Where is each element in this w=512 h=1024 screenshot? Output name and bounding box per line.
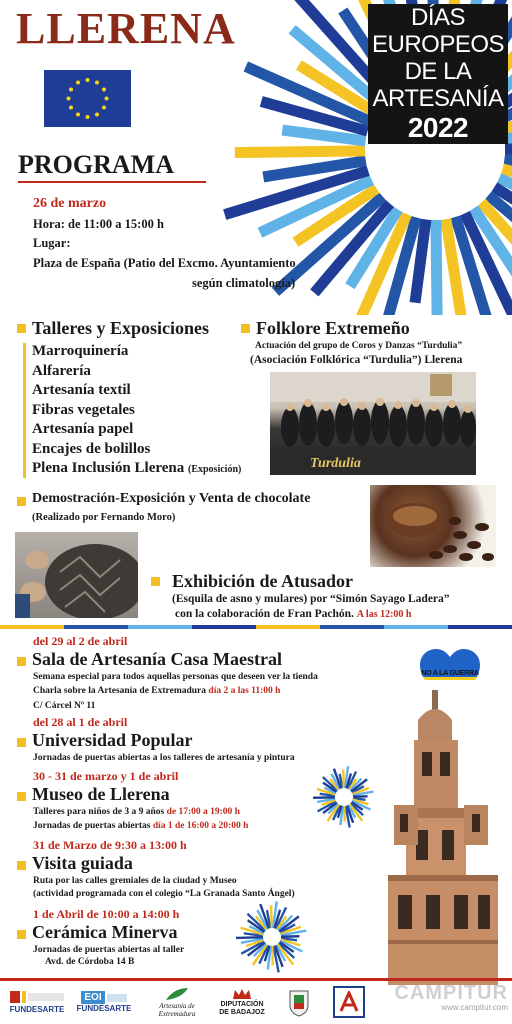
event-heading: Visita guiada [32,853,133,873]
sunburst-ray [313,797,335,798]
letter-a-icon [338,991,360,1013]
chocolate-photo [370,485,496,567]
opening-date: 26 de marzo [33,196,107,211]
bullet-icon [17,324,26,333]
event-line-1: Jornadas de puertas abiertas a los talleres de artesanía y pintura [33,753,295,763]
mini-sunburst-1 [308,766,380,828]
event-heading: Universidad Popular [32,730,193,750]
event-line-1: Jornadas de puertas abiertas al taller [33,945,185,955]
folklore-line-2: (Asociación Folklórica “Turdulia”) Llerena [250,354,463,366]
event-line-2-time: día 1 de 16:00 a 20:00 h [152,821,249,831]
logo-eoi [76,985,132,1019]
event-heading: Museo de Llerena [32,784,170,804]
event-year: 2022 [407,112,469,143]
event-title-line-3: DE LA [404,58,472,85]
sunburst-ray [235,151,365,153]
bullet-icon [241,324,250,333]
list-item: Alfarería [32,362,91,379]
logo-artesanos [330,985,368,1019]
church-tower [378,680,512,985]
watermark-brand: CAMPITUR [394,982,508,1004]
opening-hours: Hora: de 11:00 a 15:00 h [33,217,164,231]
bullet-icon [17,792,26,801]
sunburst-ray [236,937,263,938]
shield-icon [288,987,310,1017]
event-line-1-text: Talleres para niños de 3 a 9 años [33,807,165,817]
list-item-label: Plena Inclusión Llerena [32,460,185,476]
logo-fundesarte-gov [6,985,68,1019]
event-date: del 29 al 2 de abril [33,634,128,648]
event-heading: Sala de Artesanía Casa Maestral [32,649,282,669]
fundesarte-label: FUNDESARTE [9,1004,65,1014]
event-line-1: Ruta por las calles gremiales de la ciudad y Museo [33,876,237,886]
event-heading: Cerámica Minerva [32,922,178,942]
logo-llerena-shield [284,985,314,1019]
event-date: 31 de Marzo de 9:30 a 13:00 h [33,838,187,852]
atusador-photo [15,532,138,618]
event-line-2: Avd. de Córdoba 14 B [45,957,135,967]
opening-place: Plaza de España (Patio del Excmo. Ayuntamiento [33,256,296,270]
talleres-list [32,342,241,480]
heart-text: NO A LA GUERRA [421,670,479,677]
opening-place-note: según climatología) [192,276,296,290]
artesania-label: Artesanía de Extremadura [158,1002,196,1018]
list-item: Artesanía papel [32,421,134,437]
logo-artesania-extremadura [148,985,206,1019]
talleres-list-bar [23,343,26,478]
atusador-heading: Exhibición de Atusador [172,571,354,591]
eoi-label: EOI [81,991,104,1004]
fundesarte-label-2: FUNDESARTE [76,1004,132,1013]
sunburst-ray [505,147,512,149]
event-date: del 28 al 1 de abril [33,715,128,729]
event-line-3: C/ Cárcel Nº 11 [33,701,96,711]
diputacion-line-1: DIPUTACIÓN [220,1001,264,1008]
event-date: 30 - 31 de marzo y 1 de abril [33,769,179,783]
crown-icon [231,987,253,1001]
sunburst-ray [436,220,438,315]
diputacion-line-2: DE BADAJOZ [219,1009,265,1016]
event-line-1-time: de 17:00 a 19:00 h [166,807,240,817]
photo-caption: Turdulia [310,456,361,471]
sunburst-ray [271,905,272,928]
bullet-icon [17,930,26,939]
event-title-line-4: ARTESANÍA [372,85,504,112]
bullet-icon [151,577,160,586]
mini-sunburst-2 [236,900,308,974]
talleres-heading: Talleres y Exposiciones [32,318,210,338]
section-divider [0,625,512,629]
event-line-2: (actividad programada con el colegio “La Granada Santo Ángel) [33,889,295,899]
folklore-heading: Folklore Extremeño [256,318,410,338]
atusador-line-2-text: con la colaboración de Fran Pachón. [175,608,354,620]
bullet-icon [17,738,26,747]
programa-heading: PROGRAMA [18,150,174,179]
list-item [32,459,241,480]
sunburst-ray [272,946,273,965]
event-line-2-text: Jornadas de puertas abiertas [33,821,151,831]
list-item: Artesanía textil [32,382,131,398]
event-line-1: Semana especial para todos aquellas personas que deseen ver la tienda [33,672,318,682]
watermark [384,982,508,1012]
list-item-note: (Exposición) [188,464,242,475]
event-line-1 [33,806,240,818]
list-item: Marroquinería [32,343,129,359]
event-date: 1 de Abril de 10:00 a 14:00 h [33,907,180,921]
folklore-photo [270,372,476,475]
bullet-icon [17,657,26,666]
town-title: LLERENA [16,4,236,53]
footer-divider [0,978,512,981]
event-line-2 [33,820,248,832]
event-title-line-1: DÍAS [410,4,465,31]
list-item: Fibras vegetales [32,401,135,418]
atusador-line-2 [175,608,412,621]
event-line-2-text: Charla sobre la Artesanía de Extremadura [33,686,207,696]
event-line-2 [33,685,280,697]
logo-diputacion [212,985,272,1019]
event-line-2-time: día 2 a las 11:00 h [208,686,281,696]
watermark-url: www.campitur.com [441,1003,508,1012]
leaf-icon [164,986,190,1002]
folklore-line-1: Actuación del grupo de Coros y Danzas “Turdulia” [255,341,463,351]
bullet-icon [17,497,26,506]
programa-underline [18,181,206,183]
event-title-block [368,4,508,144]
chocolate-subtitle: (Realizado por Fernando Moro) [32,512,176,523]
chocolate-heading: Demostración-Exposición y Venta de chocolate [32,491,311,506]
opening-place-label: Lugar: [33,236,71,250]
list-item: Encajes de bolillos [32,440,151,457]
atusador-time: A las 12:00 h [356,609,412,620]
eu-flag [44,70,131,127]
atusador-line-1: (Esquila de asno y mulares) por “Simón Sayago Ladera” [172,593,450,605]
bullet-icon [17,861,26,870]
event-title-line-2: EUROPEOS [371,31,505,58]
